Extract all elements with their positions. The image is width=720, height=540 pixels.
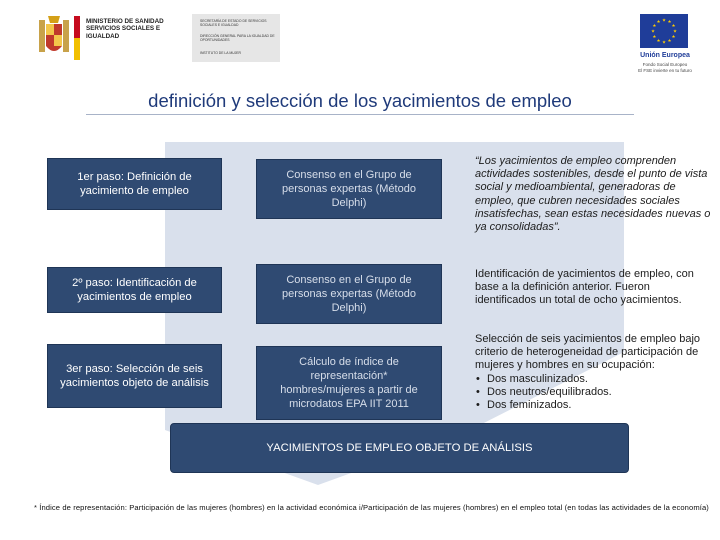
eu-star-icon: ★: [650, 28, 656, 34]
description-1: “Los yacimientos de empleo comprenden actividades sostenibles, desde el punto de vista social y medioambiental, generadoras de empleo, que cubren necesidades sociales insatisfechas, sean estas necesidades nuevas o ya consolidadas”.: [475, 155, 711, 234]
step-1-box: 1er paso: Definición de yacimiento de empleo: [47, 158, 222, 210]
method-2-box: Consenso en el Grupo de personas expertas (Método Delphi): [256, 264, 442, 324]
eu-label: Unión Europea: [640, 52, 690, 59]
title-divider: [86, 114, 634, 115]
description-3: [475, 333, 711, 412]
list-item: • Dos feminizados.: [475, 399, 711, 412]
eu-flag-icon: [640, 14, 688, 48]
ministry-name: MINISTERIO DE SANIDAD SERVICIOS SOCIALES E IGUALDAD: [86, 18, 164, 40]
ministry-logo: [36, 14, 275, 62]
direccion-text: DIRECCIÓN GENERAL PARA LA IGUALDAD DE OPORTUNIDADES: [200, 34, 275, 42]
eu-star-icon: ★: [667, 19, 672, 25]
eu-logo: [620, 14, 710, 84]
description-2: Identificación de yacimientos de empleo, con base a la definición anterior. Fueron identificados un total de ocho yacimientos.: [475, 268, 694, 307]
description-3-intro: Selección de seis yacimientos de empleo bajo criterio de heterogeneidad de participación de mujeres y hombres en su ocupación:: [475, 333, 701, 372]
eu-star-icon: ★: [667, 38, 672, 44]
eu-star-icon: ★: [656, 38, 661, 44]
eu-star-icon: ★: [652, 34, 657, 40]
secretaria-text: SECRETARÍA DE ESTADO DE SERVICIOS SOCIALES E IGUALDAD: [200, 19, 267, 27]
eu-star-icon: ★: [671, 34, 676, 40]
page-title: definición y selección de los yacimientos de empleo: [148, 90, 572, 111]
coat-of-arms-icon: [36, 14, 72, 60]
list-item: • Dos neutros/equilibrados.: [475, 386, 711, 399]
eu-star-icon: ★: [661, 17, 667, 23]
eu-star-icon: ★: [656, 19, 661, 25]
spain-flag-bars: [74, 16, 80, 60]
step-3-box: 3er paso: Selección de seis yacimientos objeto de análisis: [47, 344, 222, 408]
list-item: • Dos masculinizados.: [475, 373, 711, 386]
eu-slogan: El FSE invierte en tu futuro: [638, 68, 692, 73]
eu-fund-label: Fondo Social Europeo: [642, 62, 688, 67]
step-2-box: 2º paso: Identificación de yacimientos de empleo: [47, 267, 222, 313]
ministry-sub-panel: [192, 14, 280, 62]
eu-star-icon: ★: [671, 23, 676, 29]
method-1-box: Consenso en el Grupo de personas expertas (Método Delphi): [256, 159, 442, 219]
instituto-text: INSTITUTO DE LA MUJER: [200, 51, 242, 55]
eu-star-icon: ★: [672, 28, 678, 34]
method-3-box: Cálculo de índice de representación* hombres/mujeres a partir de microdatos EPA IIT 2011: [256, 346, 442, 420]
footnote: * Índice de representación: Participación de las mujeres (hombres) en la actividad económica i/Participación de las mujeres (hombres) en el empleo total (en todas las actividades de la economía): [34, 503, 709, 512]
result-banner: YACIMIENTOS DE EMPLEO OBJETO DE ANÁLISIS: [170, 423, 629, 473]
classification-list: [475, 373, 711, 413]
eu-star-icon: ★: [652, 23, 657, 29]
eu-star-icon: ★: [661, 39, 667, 45]
